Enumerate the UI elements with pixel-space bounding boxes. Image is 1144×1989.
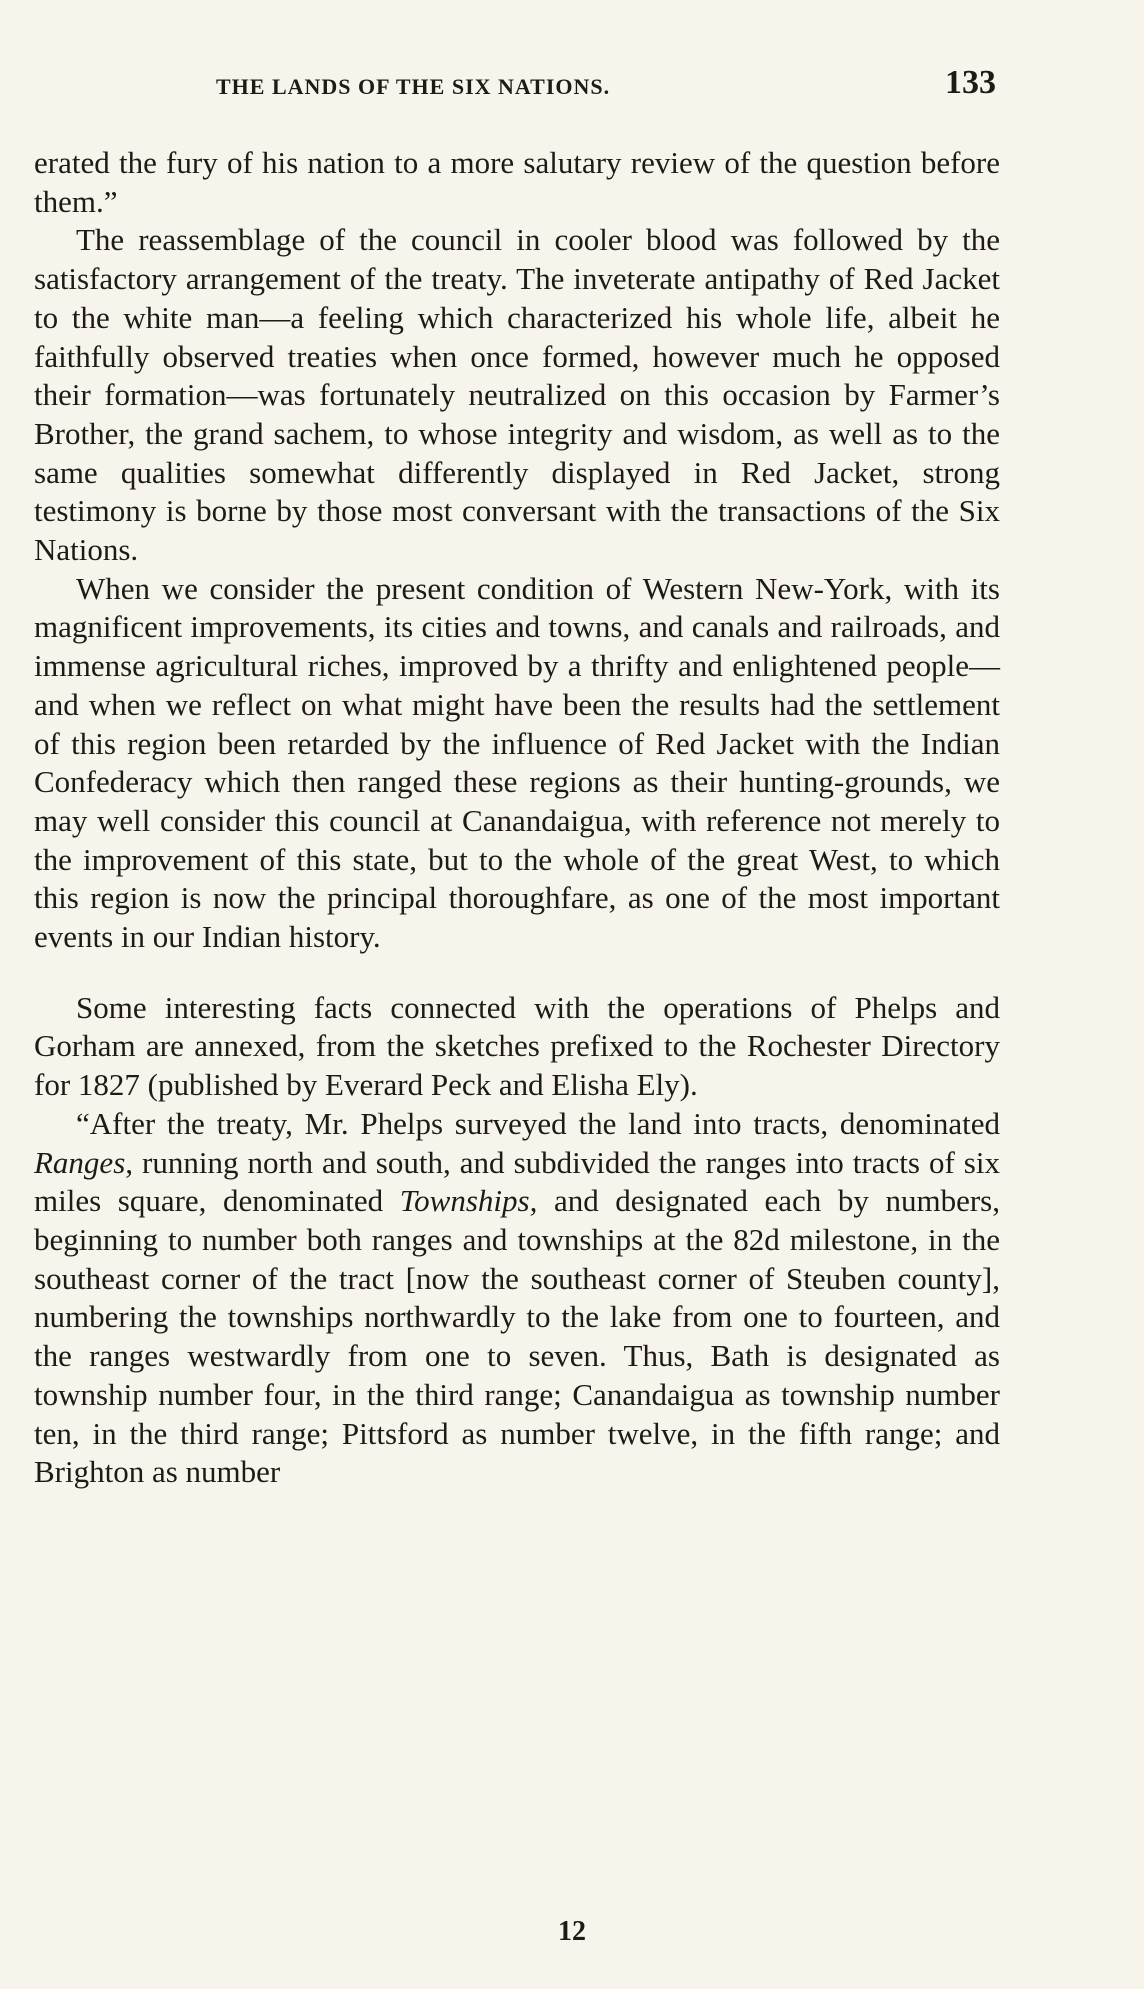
running-title: THE LANDS OF THE SIX NATIONS. [216, 74, 611, 99]
quote-part-2: running north and south, and subdivided the ranges into tracts of six miles square, denominated [34, 1144, 1000, 1219]
quote-part-1: “After the treaty, Mr. Phelps surveyed the land into tracts, denominated [76, 1105, 1000, 1141]
paragraph-5 [34, 1105, 1000, 1492]
quote-part-3: and designated each by numbers, beginning to number both ranges and townships at the 82d milestone, in the southeast corner of the tract [now the southeast corner of Steuben county], numbering the townships northwardly to the lake from one to fourteen, and the ranges westwardly from one to seven. Thus, Bath is designated as township number four, in the third range; Canandaigua as township number ten, in the third range; Pittsford as number twelve, in the fifth range; and Brighton as number [34, 1183, 1000, 1490]
term-townships: Townships, [399, 1183, 538, 1219]
paragraph-1: erated the fury of his nation to a more salutary review of the question before them.” [34, 145, 1000, 219]
page-header [216, 64, 996, 112]
term-ranges: Ranges, [34, 1144, 134, 1180]
paragraph-2: The reassemblage of the council in cooler blood was followed by the satisfactory arrangement of the treaty. The inveterate antipathy of Red Jacket to the white man—a feeling which characterized his whole life, albeit he faithfully observed treaties when once formed, however much he opposed their formation—was fortunately neutralized on this occasion by Farmer’s Brother, the grand sachem, to whose integrity and wisdom, as well as to the same qualities somewhat differently displayed in Red Jacket, strong testimony is borne by those most conversant with the transactions of the Six Nations. [34, 222, 1000, 568]
page-number: 133 [945, 64, 996, 101]
paragraph-4: Some interesting facts connected with the operations of Phelps and Gorham are annexed, from the sketches prefixed to the Rochester Directory for 1827 (published by Everard Peck and Elisha Ely). [34, 989, 1000, 1103]
signature-mark: 12 [558, 1916, 586, 1947]
body-text [34, 144, 1000, 1492]
paragraph-3: When we consider the present condition of Western New-York, with its magnificent improvements, its cities and towns, and canals and railroads, and immense agricultural riches, improved by a thrifty and enlightened people—and when we reflect on what might have been the results had the settlement of this region been retarded by the influence of Red Jacket with the Indian Confederacy which then ranged these regions as their hunting-grounds, we may well consider this council at Canandaigua, with reference not merely to the improvement of this state, but to the whole of the great West, to which this region is now the principal thoroughfare, as one of the most important events in our Indian history. [34, 570, 1000, 955]
